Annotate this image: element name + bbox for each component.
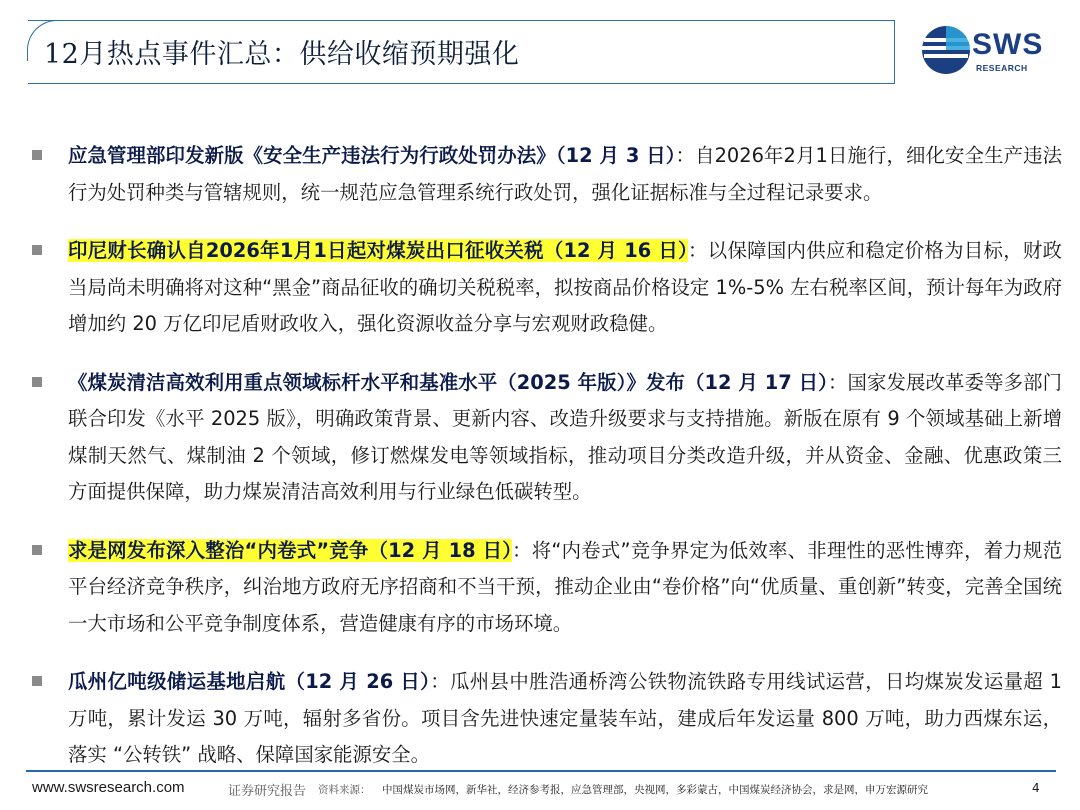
- logo-text: SWS: [972, 28, 1044, 61]
- event-body: 以保障国内供应和稳定价格为目标，财政当局尚未明确将对这种“黑金”商品征收的确切关税税率，拟按商品价格设定 1%-5% 左右税率区间，预计每年为政府增加约 20 万亿印尼盾财政收入，强化资源收益分享与宏观财政稳健。: [68, 239, 1062, 335]
- bullet-icon: [32, 545, 42, 555]
- list-item: [32, 533, 1062, 643]
- page-title: 12月热点事件汇总：供给收缩预期强化: [44, 39, 520, 70]
- list-item: [32, 664, 1062, 774]
- event-heading: 《煤炭清洁高效利用重点领域标杆水平和基准水平（2025 年版）》发布（12 月 17 日）: [68, 370, 828, 394]
- source-list: 中国煤炭市场网，新华社，经济参考报，应急管理部，央视网，多彩蒙古，中国煤炭经济协会，求是网，申万宏源研究: [382, 784, 928, 796]
- bullet-icon: [32, 150, 42, 160]
- event-heading: 印尼财长确认自2026年1月1日起对煤炭出口征收关税（12 月 16 日）: [68, 239, 689, 262]
- bullet-icon: [32, 245, 42, 255]
- event-paragraph: 《煤炭清洁高效利用重点领域标杆水平和基准水平（2025 年版）》发布（12 月 17 日）：国家发展改革委等多部门联合印发《水平 2025 版》，明确政策背景、更新内容、改造升级要求与支持措施。新版在原有 9 个领域基础上新增煤制天然气、煤制油 2 个领域，修订燃煤发电等领域指标，推动项目分类改造升级，并从资金、金融、优惠政策三方面提供保障，助力煤炭清洁高效利用与行业绿色低碳转型。: [68, 370, 1063, 503]
- event-body: 自2026年2月1日施行，细化安全生产违法行为处罚种类与管辖规则，统一规范应急管理系统行政处罚，强化证据标准与全过程记录要求。: [68, 144, 1063, 204]
- globe-icon: [920, 24, 972, 76]
- event-paragraph: 求是网发布深入整治“内卷式”竞争（12 月 18 日）：将“内卷式”竞争界定为低效率、非理性的恶性博弈，着力规范平台经济竞争秩序，纠治地方政府无序招商和不当干预，推动企业由“卷价格”向“优质量、重创新”转变，完善全国统一大市场和公平竞争制度体系，营造健康有序的市场环境。: [68, 538, 1063, 635]
- page-number: 4: [1032, 781, 1040, 795]
- event-list: [32, 138, 1062, 796]
- slide-header: [0, 0, 1080, 100]
- list-item: [32, 365, 1062, 511]
- event-heading: 瓜州亿吨级储运基地启航（12 月 26 日）: [68, 670, 431, 693]
- bullet-icon: [32, 676, 42, 686]
- footer-divider: [26, 770, 1056, 772]
- report-label: 证券研究报告: [228, 784, 307, 799]
- event-paragraph: 印尼财长确认自2026年1月1日起对煤炭出口征收关税（12 月 16 日）：以保障国内供应和稳定价格为目标，财政当局尚未明确将对这种“黑金”商品征收的确切关税税率，拟按商品价格设定 1%-5% 左右税率区间，预计每年为政府增加约 20 万亿印尼盾财政收入，强化资源收益分享与宏观财政稳健。: [68, 239, 1062, 335]
- source-label: 资料来源：: [318, 784, 371, 796]
- event-body: 国家发展改革委等多部门联合印发《水平 2025 版》，明确政策背景、更新内容、改造升级要求与支持措施。新版在原有 9 个领域基础上新增煤制天然气、煤制油 2 个领域，修订燃煤发电等领域指标，推动项目分类改造升级，并从资金、金融、优惠政策三方面提供保障，助力煤炭清洁高效利用与行业绿色低碳转型。: [68, 370, 1063, 503]
- event-heading: 求是网发布深入整治“内卷式”竞争（12 月 18 日）: [68, 538, 513, 562]
- list-item: [32, 233, 1062, 343]
- event-paragraph: 应急管理部印发新版《安全生产违法行为行政处罚办法》（12 月 3 日）：自2026年2月1日施行，细化安全生产违法行为处罚种类与管辖规则，统一规范应急管理系统行政处罚，强化证据标准与全过程记录要求。: [68, 144, 1063, 204]
- event-body: 瓜州县中胜浩通桥湾公铁物流铁路专用线试运营，日均煤炭发运量超 1 万吨，累计发运 30 万吨，辐射多省份。项目含先进快速定量装车站，建成后年发运量 800 万吨，助力西煤东运，落实 “公转铁” 战略、保障国家能源安全。: [68, 670, 1063, 766]
- sws-logo: [918, 24, 1058, 80]
- bullet-icon: [32, 377, 42, 387]
- event-paragraph: 瓜州亿吨级储运基地启航（12 月 26 日）：瓜州县中胜浩通桥湾公铁物流铁路专用线试运营，日均煤炭发运量超 1 万吨，累计发运 30 万吨，辐射多省份。项目含先进快速定量装车站，建成后年发运量 800 万吨，助力西煤东运，落实 “公转铁” 战略、保障国家能源安全。: [68, 670, 1063, 766]
- event-heading: 应急管理部印发新版《安全生产违法行为行政处罚办法》（12 月 3 日）: [68, 144, 676, 167]
- website-link[interactable]: www.swsresearch.com: [32, 779, 185, 796]
- event-body: 将“内卷式”竞争界定为低效率、非理性的恶性博弈，着力规范平台经济竞争秩序，纠治地方政府无序招商和不当干预，推动企业由“卷价格”向“优质量、重创新”转变，完善全国统一大市场和公平竞争制度体系，营造健康有序的市场环境。: [68, 538, 1063, 635]
- footer: [32, 778, 1042, 802]
- list-item: [32, 138, 1062, 211]
- logo-subtext: RESEARCH: [976, 63, 1028, 73]
